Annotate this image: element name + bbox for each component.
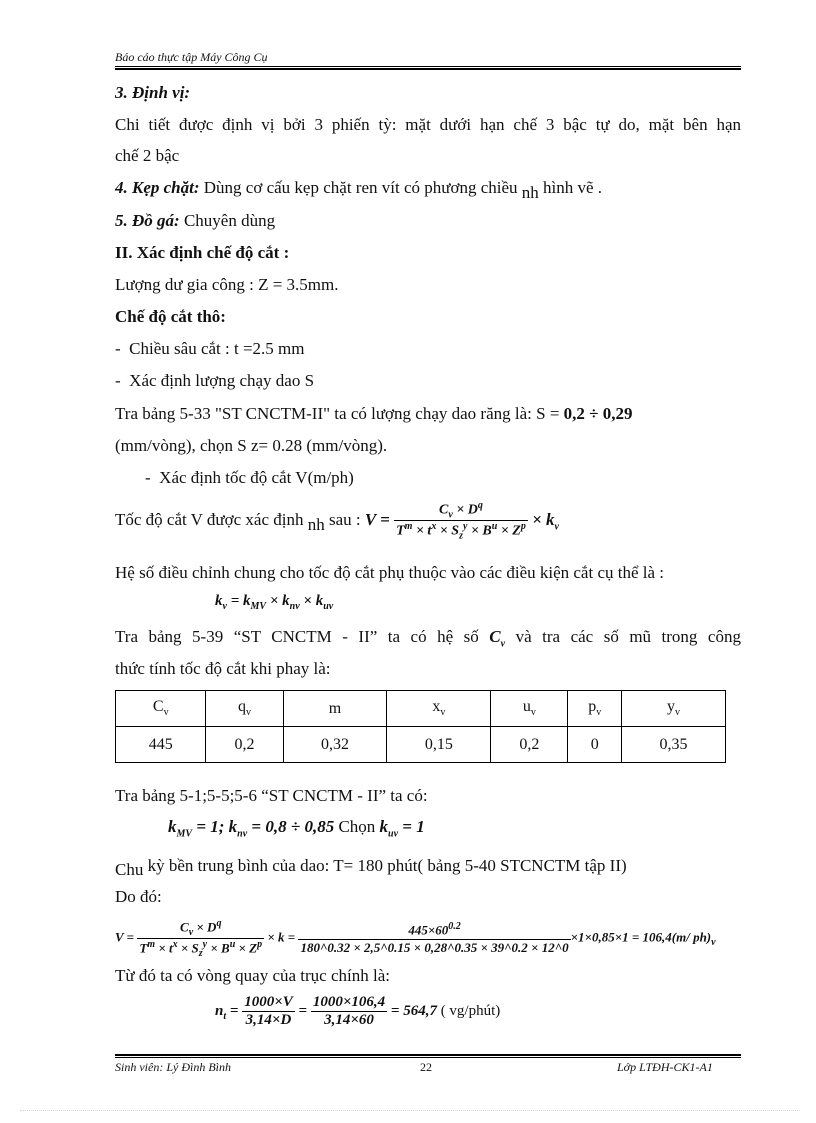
depth-line	[115, 339, 304, 359]
nh-fragment: nh	[521, 183, 539, 202]
table-value-row	[116, 727, 726, 763]
table-intro-line2: thức tính tốc độ cắt khi phay là:	[115, 659, 331, 678]
feed-line2: (mm/vòng), chọn S z= 0.28 (mm/vòng).	[115, 436, 388, 455]
calc-unit: (m/ ph)	[671, 929, 712, 945]
feed-title-text: Xác định lượng chạy dao S	[129, 371, 315, 390]
header-uv: $u_v$	[491, 691, 568, 727]
feed-range: 0,2 ÷ 0,29	[563, 404, 633, 423]
page-number: 22	[420, 1060, 432, 1074]
speed-title-line	[145, 468, 354, 488]
header-yv: $y_v$	[622, 691, 726, 727]
rpm-unit: ( vg/phút)	[436, 1002, 501, 1019]
tool-life-chu: Chu	[115, 860, 144, 879]
header-xv: $x_v$	[387, 691, 491, 727]
do-do-line: Do đó:	[115, 887, 162, 906]
feed-title-line	[115, 371, 314, 391]
section-3-line2: chế 2 bậc	[115, 146, 180, 165]
table-header-row	[116, 691, 726, 727]
calc-result: ×1×0,85×1 = 106,4	[570, 929, 672, 945]
allowance-line: Lượng dư gia công : Z = 3.5mm.	[115, 275, 339, 294]
bullet-dash: -	[115, 371, 121, 390]
footer-class: Lớp LTĐH-CK1-A1	[617, 1060, 713, 1074]
tool-life-line	[115, 856, 627, 879]
footer-student: Sinh viên: Lý Đình Bình	[115, 1060, 231, 1074]
table-cell: 0,2	[206, 727, 283, 763]
section-4-line	[115, 178, 603, 202]
speed-formula-lead: Tốc độ cắt V được xác định	[115, 509, 308, 529]
table-cell: 0,2	[491, 727, 568, 763]
rpm-intro-line: Từ đó ta có vòng quay của trục chính là:	[115, 966, 390, 985]
header-pv: $p_v$	[568, 691, 622, 727]
bullet-dash: -	[115, 339, 121, 358]
calc-denominator: 180^0.32 × 2,5^0.15 × 0,28^0.35 × 39^0.2 × 12^0	[300, 939, 569, 955]
table-cell: 0,32	[283, 727, 387, 763]
section-4-title: 4. Kẹp chặt:	[115, 178, 200, 197]
coef-line: Hệ số điều chỉnh chung cho tốc độ cắt phụ thuộc vào các điều kiện cắt cụ thể là :	[115, 563, 665, 582]
section-3-line1: Chi tiết được định vị bởi 3 phiến tỳ: mặt dưới hạn chế 3 bậc tự do, mặt bên hạn	[115, 115, 741, 134]
bullet-dash: -	[145, 468, 151, 487]
speed-title-text: Xác định tốc độ cắt V(m/ph)	[159, 468, 354, 487]
page-edge-divider	[20, 1110, 800, 1111]
footer-rule-thin	[115, 1057, 741, 1058]
velocity-formula: V = $\frac{C_v \times D^q}{T^m \times t^x \times S_z^y \times B^u \times Z^p}$ × $k_v$	[364, 500, 559, 542]
table-intro-b: và tra các số mũ trong công	[505, 627, 741, 646]
coef-formula: $k_v = k_{MV} \times k_{nv} \times k_{uv}$	[215, 593, 334, 612]
section-II-title: II. Xác định chế độ cắt :	[115, 243, 290, 262]
section-5-line	[115, 211, 275, 231]
k-values-line: $k_{MV} = 1$; $k_{nv} = 0,8 \div 0,85$ Chọn $k_{uv} = 1$	[168, 817, 425, 840]
feed-line1	[115, 404, 633, 424]
header-qv: $q_v$	[206, 691, 283, 727]
cv-symbol: $C_v$	[489, 627, 506, 650]
speed-formula-after: sau :	[324, 509, 365, 529]
footer-rule	[115, 1054, 741, 1056]
running-header: Báo cáo thực tập Máy Công Cụ	[115, 50, 268, 64]
coefficient-table	[115, 690, 726, 763]
table-cell: 0	[568, 727, 622, 763]
section-5-title: 5. Đồ gá:	[115, 211, 180, 230]
speed-formula-line	[115, 500, 559, 542]
header-rule-thick	[115, 68, 741, 70]
header-m: m	[283, 691, 387, 727]
depth-text: Chiều sâu cắt : t =2.5 mm	[129, 339, 305, 358]
header-cv: $C_v$	[116, 691, 206, 727]
table-cell: 445	[116, 727, 206, 763]
table-intro-a: Tra bảng 5-39 “ST CNCTM - II” ta có hệ số	[115, 627, 490, 646]
table-cell: 0,35	[622, 727, 726, 763]
section-5-text: Chuyên dùng	[179, 211, 276, 230]
section-3-title: 3. Định vị:	[115, 83, 191, 102]
tool-life-text: kỳ bền trung bình của dao: T= 180 phút( bảng 5-40 STCNCTM tập II)	[143, 856, 627, 875]
rpm-formula: $n_t$ = $\frac{1000\times V}{3,14\times D}$ = $\frac{1000\times 106,4}{3,14\times 60}$ = 564,7 ( vg/phút)	[215, 994, 501, 1028]
nh-fragment: nh	[307, 514, 325, 534]
table-intro-line	[115, 627, 741, 649]
chon-text: Chọn	[334, 817, 380, 836]
feed-line1-text: Tra bảng 5-33 "ST CNCTM-II" ta có lượng chạy dao răng là: S =	[115, 404, 560, 423]
tra-line: Tra bảng 5-1;5-5;5-6 “ST CNCTM - II” ta có:	[115, 786, 428, 805]
header-rule	[115, 66, 741, 67]
section-4-text: Dùng cơ cấu kẹp chặt ren vít có phương chiều	[199, 178, 522, 197]
rough-cut-title: Chế độ cắt thô:	[115, 307, 226, 326]
section-4-text-end: hình vẽ .	[538, 178, 603, 197]
table-cell: 0,15	[387, 727, 491, 763]
velocity-calc: V = $\frac{C_v \times D^q}{T^m \times t^x \times S_z^y \times B^u \times Z^p}$ × k = $\frac{445\times 60^{0.2}}{180\^{}0.32 \times 2,5\^{}0.15 \times 0,28\^{}0.35 \times 39\^{}0.2 \times 12\^{}0}$ ×1×0,85×1 = 106,4(m/ $ph)_v$	[115, 918, 716, 959]
